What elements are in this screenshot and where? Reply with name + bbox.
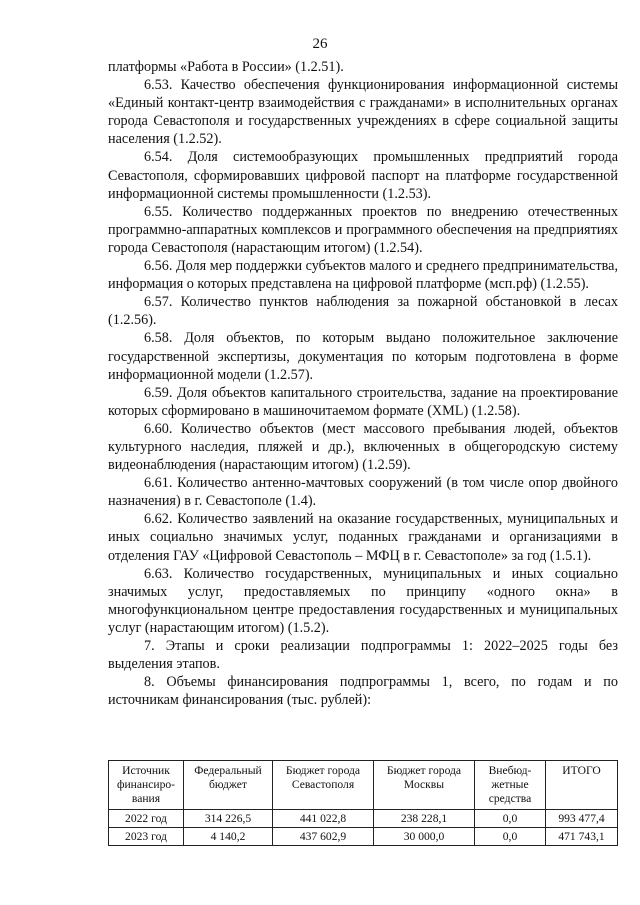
paragraph-6-61: 6.61. Количество антенно-мачтовых сооружений (в том числе опор двойного назначения) в г. Севастополе (1.4). [108,475,618,510]
paragraph-6-56: 6.56. Доля мер поддержки субъектов малого и среднего предпринимательства, информация о которых представлена на цифровой платформе (мсп.рф) (1.2.55). [108,258,618,293]
paragraph-6-53: 6.53. Качество обеспечения функционирования информационной системы «Единый контакт-центр взаимодействия с гражданами» в исполнительных органах города Севастополя и государственных учреждениях в сфере социальной защиты населения (1.2.52). [108,77,618,148]
paragraph: платформы «Работа в России» (1.2.51). [108,59,344,75]
header-total: ИТОГО [546,761,618,810]
paragraph-6-54: 6.54. Доля системообразующих промышленных предприятий города Севастополя, сформировавших цифровой паспорт на платформе государственной информационной системы промышленности (1.2.53). [108,149,618,202]
header-extrabudgetary: Внебюд-жетные средства [475,761,546,810]
cell: 993 477,4 [546,810,618,828]
paragraph-6-59: 6.59. Доля объектов капитального строительства, задание на проектирование которых сформировано в машиночитаемом формате (XML) (1.2.58). [108,384,618,419]
paragraph-6-63: 6.63. Количество государственных, муниципальных и иных социально значимых услуг, предоставляемых по принципу «одного окна» в многофункциональном центре предоставления государственных и муниципальных услуг (нарастающим итогом) (1.5.2). [108,565,618,636]
header-moscow-budget: Бюджет города Москвы [374,761,475,810]
paragraph-8: 8. Объемы финансирования подпрограммы 1, всего, по годам и по источникам финансирования (тыс. рублей): [108,674,618,709]
paragraph-7: 7. Этапы и сроки реализации подпрограммы 1: 2022–2025 годы без выделения этапов. [108,638,618,673]
cell: 441 022,8 [273,810,374,828]
financing-table-container [108,760,618,846]
cell: 30 000,0 [374,828,475,846]
table-header-row [109,761,618,810]
document-body [108,58,618,709]
page-number: 26 [312,36,328,52]
paragraph-6-55: 6.55. Количество поддержанных проектов по внедрению отечественных программно-аппаратных комплексов и программного обеспечения на предприятиях города Севастополя (нарастающим итогом) (1.2.54). [108,203,618,256]
paragraph-6-62: 6.62. Количество заявлений на оказание государственных, муниципальных и иных социально значимых услуг, поданных гражданами и организациями в отделения ГАУ «Цифровой Севастополь – МФЦ в г. Севастополе» за год (1.5.1). [108,511,618,564]
cell: 2023 год [109,828,184,846]
paragraph-6-58: 6.58. Доля объектов, по которым выдано положительное заключение государственной экспертизы, документация по которым подготовлена в форме информационной модели (1.2.57). [108,330,618,383]
cell: 4 140,2 [184,828,273,846]
table-row [109,810,618,828]
header-sevastopol-budget: Бюджет города Севастополя [273,761,374,810]
paragraph-6-57: 6.57. Количество пунктов наблюдения за пожарной обстановкой в лесах (1.2.56). [108,294,618,329]
financing-table [108,760,618,846]
cell: 0,0 [475,828,546,846]
header-source: Источник финансиро-вания [109,761,184,810]
cell: 471 743,1 [546,828,618,846]
table-row [109,828,618,846]
cell: 2022 год [109,810,184,828]
paragraph-6-60: 6.60. Количество объектов (мест массового пребывания людей, объектов культурного наследия, пляжей и др.), включенных в общегородскую систему видеонаблюдения (нарастающим итогом) (1.2.59). [108,420,618,474]
cell: 314 226,5 [184,810,273,828]
header-federal-budget: Федеральный бюджет [184,761,273,810]
cell: 437 602,9 [273,828,374,846]
cell: 238 228,1 [374,810,475,828]
cell: 0,0 [475,810,546,828]
